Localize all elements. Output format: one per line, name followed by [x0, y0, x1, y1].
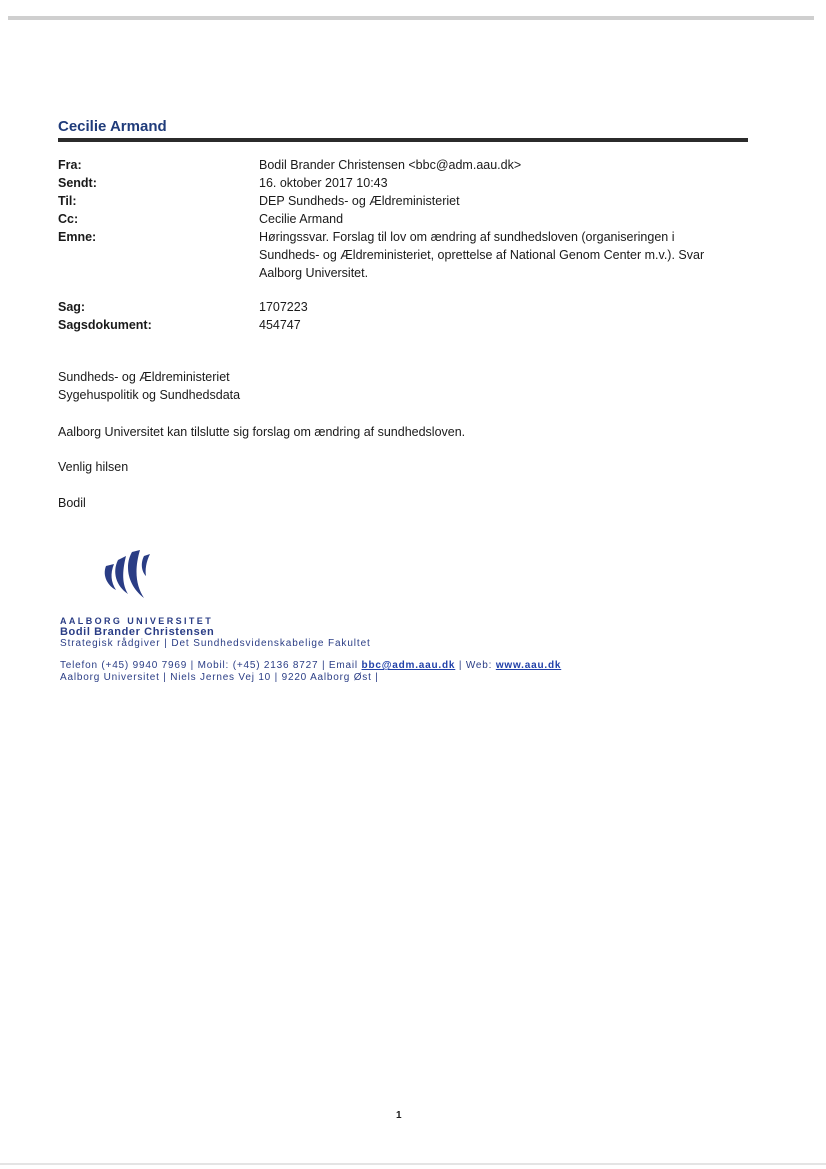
casedoc-value: 454747	[259, 318, 301, 332]
from-label: Fra:	[58, 158, 82, 172]
greeting: Venlig hilsen	[58, 460, 129, 474]
recipient-line: Sygehuspolitik og Sundhedsdata	[58, 388, 241, 402]
scan-edge-top	[8, 16, 814, 20]
to-value: DEP Sundheds- og Ældreministeriet	[259, 194, 460, 208]
sent-label: Sendt:	[58, 176, 97, 190]
signature-role	[60, 638, 371, 650]
subject-value	[259, 228, 739, 282]
signature-address: Aalborg Universitet | Niels Jernes Vej 10 | 9220 Aalborg Øst |	[60, 672, 379, 683]
case-label: Sag:	[58, 300, 86, 314]
case-value: 1707223	[259, 300, 308, 314]
message-text: Aalborg Universitet kan tilslutte sig forslag om ændring af sundhedsloven.	[58, 425, 466, 439]
email-link[interactable]: bbc@adm.aau.dk	[361, 660, 456, 671]
signature-phone: Telefon (+45) 9940 7969 | Mobil: (+45) 2136 8727 | Email	[60, 660, 358, 671]
header-divider	[58, 138, 748, 142]
subject-line: Høringssvar. Forslag til lov om ændring af sundhedsloven (organiseringen i	[259, 230, 675, 244]
cc-value: Cecilie Armand	[259, 212, 344, 226]
to-label: Til:	[58, 194, 77, 208]
subject-line: Aalborg Universitet.	[259, 266, 369, 280]
signature-name: Bodil Brander Christensen	[60, 626, 215, 638]
signature-contact	[60, 660, 561, 672]
mailbox-owner: Cecilie Armand	[58, 118, 167, 135]
signature-university: AALBORG UNIVERSITET	[60, 616, 214, 626]
signature-title: Strategisk rådgiver |	[60, 638, 168, 649]
casedoc-label: Sagsdokument:	[58, 318, 152, 332]
recipient-line: Sundheds- og Ældreministeriet	[58, 370, 230, 384]
university-logo-icon	[100, 546, 160, 602]
signature-department: Det Sundhedsvidenskabelige Fakultet	[171, 638, 371, 649]
scan-edge-bottom	[0, 1163, 826, 1165]
subject-label: Emne:	[58, 230, 97, 244]
sender-name: Bodil	[58, 496, 86, 510]
cc-label: Cc:	[58, 212, 79, 226]
subject-line: Sundheds- og Ældreministeriet, oprettelse af National Genom Center m.v.). Svar	[259, 248, 705, 262]
signature-web-label: | Web:	[458, 660, 493, 671]
page-number: 1	[396, 1110, 402, 1121]
web-link[interactable]: www.aau.dk	[495, 660, 562, 671]
from-value: Bodil Brander Christensen <bbc@adm.aau.dk>	[259, 158, 522, 172]
sent-value: 16. oktober 2017 10:43	[259, 176, 388, 190]
